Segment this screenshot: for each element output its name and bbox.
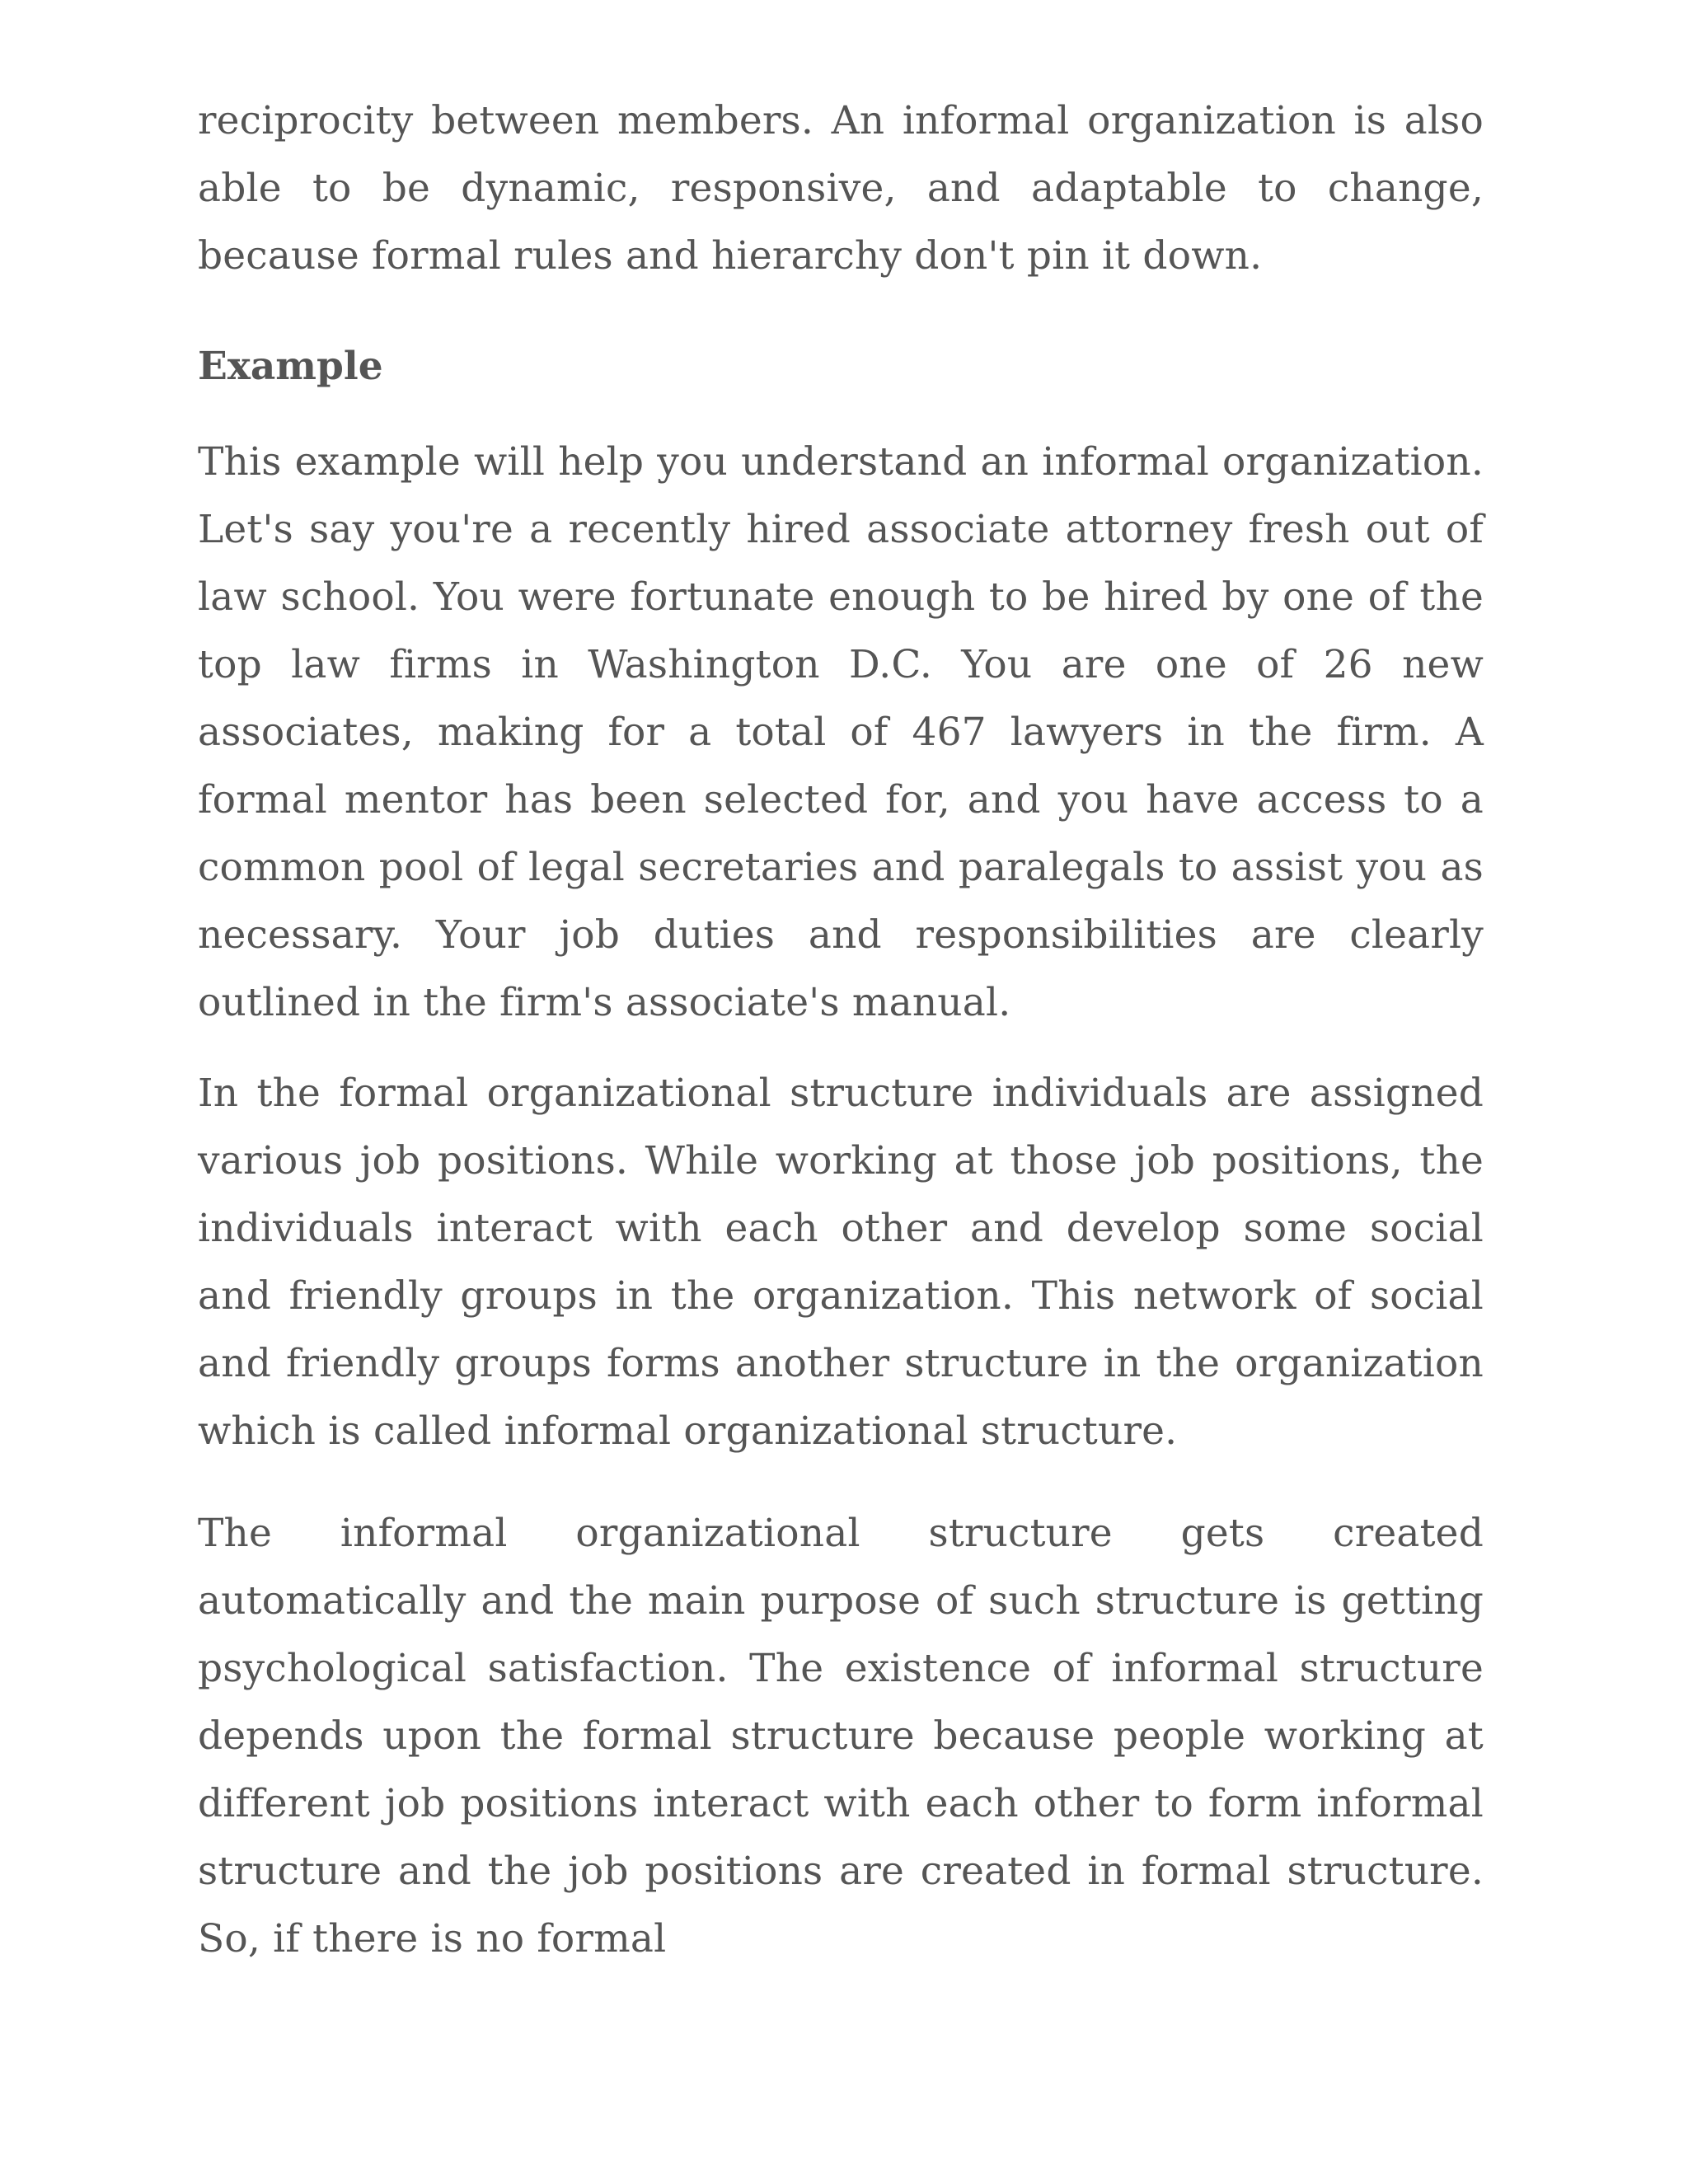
formal-structure-paragraph: In the formal organizational structure individuals are assigned various job positions. While working at those job positions, the individuals interact with each other and develop some social and friendly groups in the organization. This network of social and friendly groups forms another structure in the organization which is called informal organizational structure. — [198, 1071, 1484, 1454]
section-heading: Example — [198, 344, 383, 389]
document-body — [198, 87, 1484, 1973]
informal-structure-paragraph: The informal organizational structure gets created automatically and the main purpose of such structure is getting psychological satisfaction. The existence of informal structure depends upon the formal structure because people working at different job positions interact with each other to form informal structure and the job positions are created in formal structure. So, if there is no formal — [198, 1511, 1484, 1961]
example-paragraph: This example will help you understand an informal organization. Let's say you're a recently hired associate attorney fresh out of law school. You were fortunate enough to be hired by one of the top law firms in Washington D.C. You are one of 26 new associates, making for a total of 467 lawyers in the firm. A formal mentor has been selected for, and you have access to a common pool of legal secretaries and paralegals to assist you as necessary. Your job duties and responsibilities are clearly outlined in the firm's associate's manual. — [198, 439, 1484, 1025]
intro-paragraph: reciprocity between members. An informal organization is also able to be dynamic, responsive, and adaptable to change, because formal rules and hierarchy don't pin it down. — [198, 98, 1484, 279]
